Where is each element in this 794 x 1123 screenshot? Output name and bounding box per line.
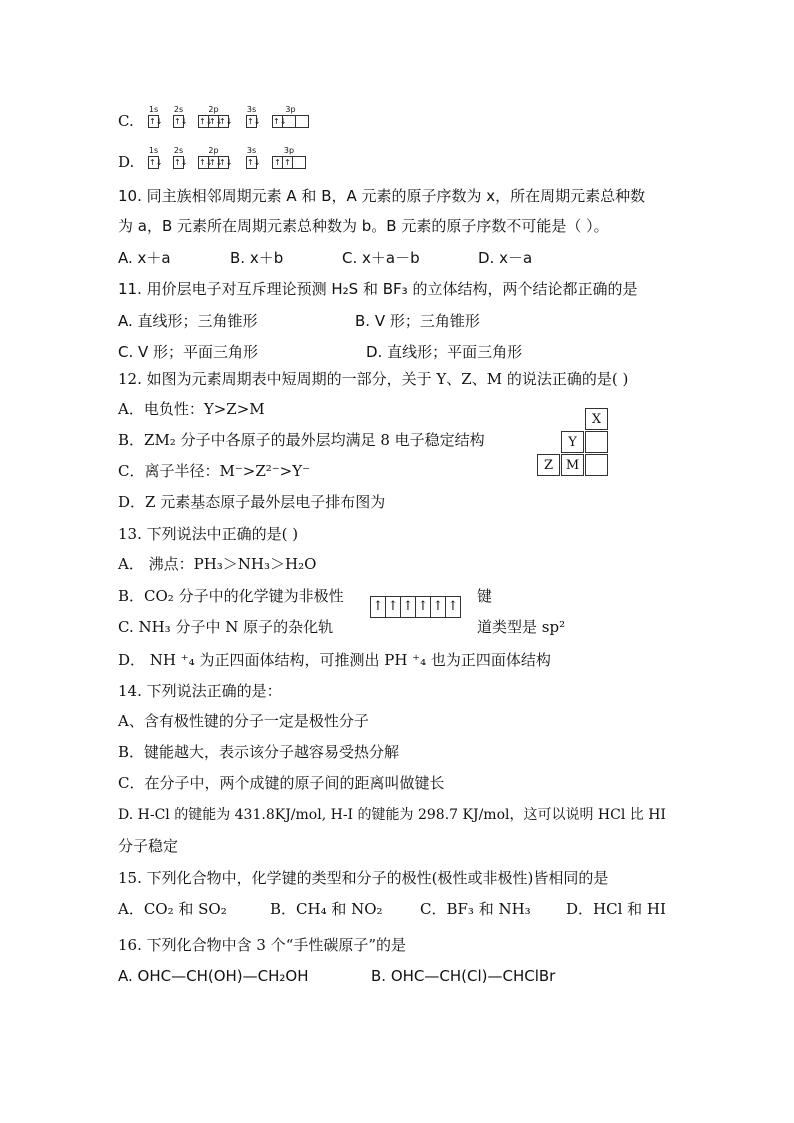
cell-empty-1 <box>585 431 608 453</box>
q13-option-b-left[interactable]: B．CO₂ 分子中的化学键为非极性 <box>118 587 344 605</box>
q14-stem: 14. 下列说法正确的是： <box>118 682 282 700</box>
arrow-up-icon: ↑ <box>402 599 414 614</box>
q15-option-a[interactable]: A．CO₂ 和 SO₂ <box>118 900 227 918</box>
arrow-up-icon: ↑ <box>430 597 445 617</box>
q16-stem: 16. 下列化合物中含 3 个“手性碳原子”的是 <box>118 936 407 954</box>
orbital-box-group-2 <box>400 596 461 618</box>
q14-option-c[interactable]: C．在分子中，两个成键的原子间的距离叫做键长 <box>118 774 445 792</box>
q11-option-c[interactable]: C. V 形；平面三角形 <box>118 343 259 361</box>
q12-option-c[interactable]: C．离子半径：M⁻>Z²⁻>Y⁻ <box>118 462 311 480</box>
orbital-box-group-1 <box>370 596 401 618</box>
q12-stem: 12. 如图为元素周期表中短周期的一部分，关于 Y、Z、M 的说法正确的是( ) <box>118 370 629 388</box>
q13-option-d[interactable]: D． NH ⁺₄ 为正四面体结构，可推测出 PH ⁺₄ 也为正四面体结构 <box>118 651 551 669</box>
periodic-table-fragment <box>537 408 609 477</box>
arrow-up-icon: ↑ <box>372 599 384 614</box>
cell-m: M <box>561 454 584 476</box>
q11-option-a[interactable]: A. 直线形；三角锥形 <box>118 312 258 330</box>
q13-option-a[interactable]: A． 沸点：PH₃＞NH₃＞H₂O <box>118 555 317 573</box>
q15-option-d[interactable]: D．HCl 和 HI <box>566 900 666 918</box>
q14-option-d-line2: 分子稳定 <box>118 837 179 855</box>
option-c-label: C. <box>118 112 134 130</box>
q10-options <box>118 248 532 268</box>
cell-y: Y <box>561 431 584 453</box>
q10-option-b[interactable]: B. x＋b <box>230 249 284 267</box>
q13-option-c-left[interactable]: C. NH₃ 分子中 N 原子的杂化轨 <box>118 618 334 636</box>
q12-option-b[interactable]: B．ZM₂ 分子中各原子的最外层均满足 8 电子稳定结构 <box>118 431 485 449</box>
q14-option-b[interactable]: B．键能越大，表示该分子越容易受热分解 <box>118 743 400 761</box>
q10-option-c[interactable]: C. x＋a－b <box>342 249 420 267</box>
q11-option-b[interactable]: B. V 形；三角锥形 <box>355 312 480 330</box>
arrow-up-icon: ↑ <box>415 597 430 617</box>
q15-options <box>118 899 666 919</box>
q16-option-a[interactable]: A. OHC—CH(OH)—CH₂OH <box>118 967 309 985</box>
q15-option-c[interactable]: C．BF₃ 和 NH₃ <box>420 900 531 918</box>
q14-option-d-line1[interactable]: D. H-Cl 的键能为 431.8KJ/mol, H-I 的键能为 298.7 KJ/mol，这可以说明 HCl 比 HI <box>118 807 666 823</box>
q10-option-a[interactable]: A. x＋a <box>118 249 171 267</box>
cell-x: X <box>585 408 608 430</box>
q13-stem: 13. 下列说法中正确的是( ) <box>118 525 299 543</box>
cell-empty-2 <box>585 454 608 476</box>
q14-option-a[interactable]: A、含有极性键的分子一定是极性分子 <box>118 712 369 730</box>
cell-z: Z <box>537 454 560 476</box>
arrow-up-icon: ↑ <box>385 597 400 617</box>
q13-option-c-right: 道类型是 sp² <box>477 618 566 636</box>
q11-option-d[interactable]: D. 直线形；平面三角形 <box>366 343 523 361</box>
q13-option-b-right: 键 <box>477 587 493 605</box>
q15-option-b[interactable]: B．CH₄ 和 NO₂ <box>270 900 383 918</box>
q10-stem-line2: 为 a，B 元素所在周期元素总种数为 b。B 元素的原子序数不可能是（ ）。 <box>118 217 609 235</box>
q10-option-d[interactable]: D. x－a <box>478 249 533 267</box>
q11-stem: 11. 用价层电子对互斥理论预测 H₂S 和 BF₃ 的立体结构，两个结论都正确的是 <box>118 280 638 298</box>
q12-option-a[interactable]: A．电负性：Y>Z>M <box>118 400 265 418</box>
option-d-label: D. <box>118 153 135 171</box>
q16-option-b[interactable]: B. OHC—CH(Cl)—CHClBr <box>371 967 556 985</box>
q15-stem: 15. 下列化合物中，化学键的类型和分子的极性(极性或非极性)皆相同的是 <box>118 869 609 887</box>
q12-option-d[interactable]: D．Z 元素基态原子最外层电子排布图为 <box>118 493 386 511</box>
q10-stem-line1: 10. 同主族相邻周期元素 A 和 B，A 元素的原子序数为 x，所在周期元素总种数 <box>118 187 646 205</box>
arrow-up-icon: ↑ <box>445 597 460 617</box>
